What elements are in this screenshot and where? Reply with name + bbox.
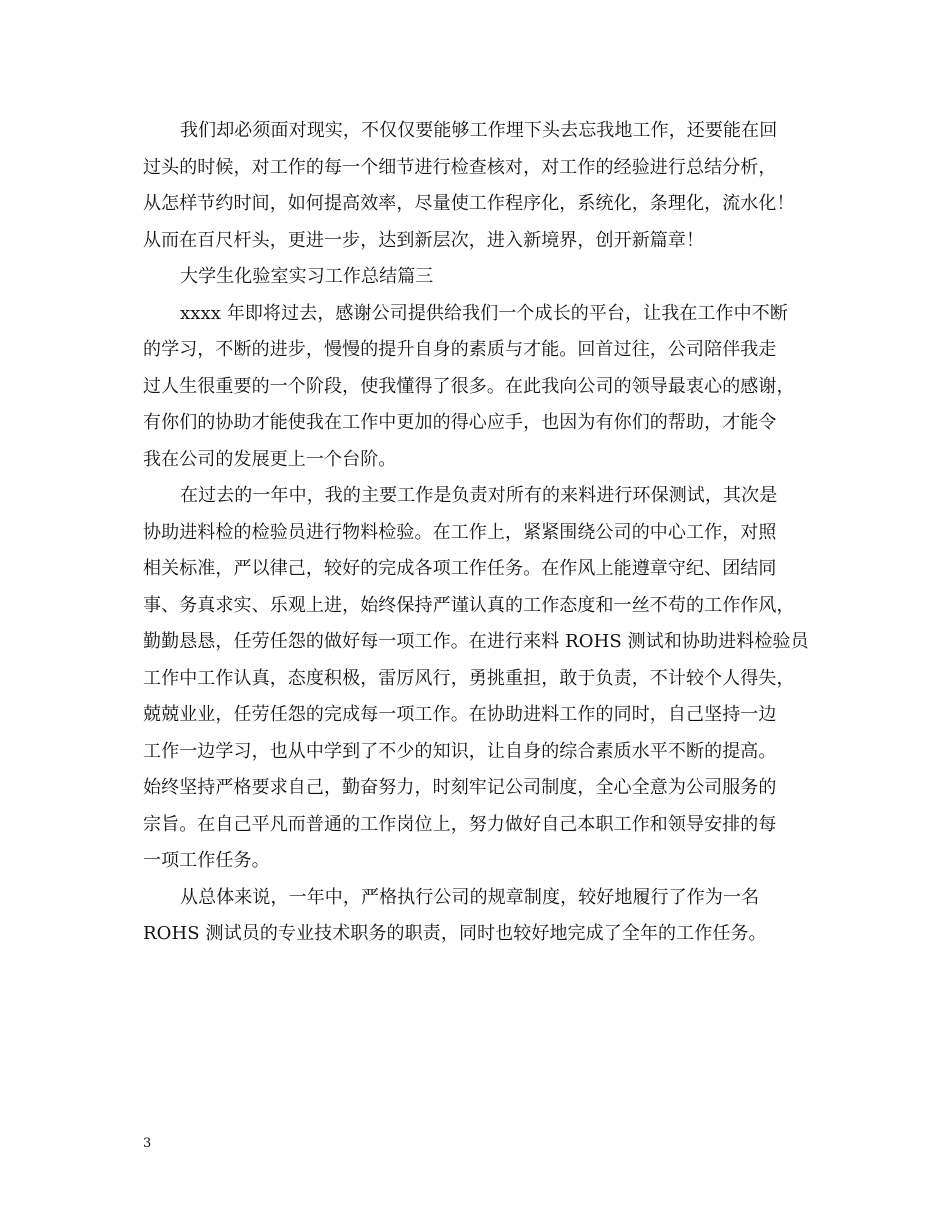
page-number: 3: [143, 1136, 152, 1151]
paragraph-intro: [143, 296, 811, 479]
text-line: 工作中工作认真，态度积极，雷厉风行，勇挑重担，敢于负责，不计较个人得失，: [143, 667, 795, 689]
text-line: 宗旨。在自己平凡而普通的工作岗位上，努力做好自己本职工作和领导安排的每: [143, 813, 777, 835]
text-line: 从怎样节约时间，如何提高效率，尽量使工作程序化，系统化，条理化，流水化！: [143, 193, 795, 214]
text-line: 从而在百尺杆头，更进一步，达到新层次，进入新境界，创开新篇章！: [143, 229, 705, 251]
text-line: 兢兢业业，任劳任怨的完成每一项工作。在协助进料工作的同时，自己坚持一边: [143, 704, 777, 725]
text-line: ROHS 测试员的专业技术职务的职责，同时也较好地完成了全年的工作任务。: [143, 923, 767, 944]
heading-line: 大学生化验室实习工作总结篇三: [180, 266, 434, 287]
text-line: 过人生很重要的一个阶段，使我懂得了很多。在此我向公司的领导最衷心的感谢，: [143, 375, 795, 397]
section-heading: [143, 259, 811, 296]
text-line: 相关标准，严以律己，较好的完成各项工作任务。在作风上能遵章守纪、团结同: [143, 558, 777, 579]
paragraph-work-review: [143, 478, 811, 880]
text-line: 协助进料检的检验员进行物料检验。在工作上，紧紧围绕公司的中心工作，对照: [143, 521, 777, 543]
text-line: 事、务真求实、乐观上进，始终保持严谨认真的工作态度和一丝不苟的工作作风，: [143, 594, 795, 616]
text-line: 我在公司的发展更上一个台阶。: [143, 448, 397, 470]
document-body: [143, 113, 811, 953]
text-line: 过头的时候，对工作的每一个细节进行检查核对，对工作的经验进行总结分析，: [143, 156, 777, 178]
text-line: 一项工作任务。: [143, 850, 270, 871]
text-line: 有你们的协助才能使我在工作中更加的得心应手，也因为有你们的帮助，才能令: [143, 412, 777, 433]
text-line: 勤勤恳恳，任劳任怨的做好每一项工作。在进行来料 ROHS 测试和协助进料检验员: [143, 631, 809, 652]
paragraph-closing-previous: [143, 113, 811, 259]
text-line: 在过去的一年中，我的主要工作是负责对所有的来料进行环保测试，其次是: [180, 485, 778, 506]
paragraph-summary: [143, 880, 811, 953]
text-line: 的学习，不断的进步，慢慢的提升自身的素质与才能。回首过往，公司陪伴我走: [143, 339, 777, 360]
text-line: xxxx 年即将过去，感谢公司提供给我们一个成长的平台，让我在工作中不断: [180, 302, 788, 324]
text-line: 始终坚持严格要求自己，勤奋努力，时刻牢记公司制度，全心全意为公司服务的: [143, 777, 777, 798]
text-line: 我们却必须面对现实，不仅仅要能够工作埋下头去忘我地工作，还要能在回: [180, 120, 778, 141]
text-line: 从总体来说，一年中，严格执行公司的规章制度，较好地履行了作为一名: [180, 886, 760, 908]
text-line: 工作一边学习，也从中学到了不少的知识，让自身的综合素质水平不断的提高。: [143, 740, 777, 762]
